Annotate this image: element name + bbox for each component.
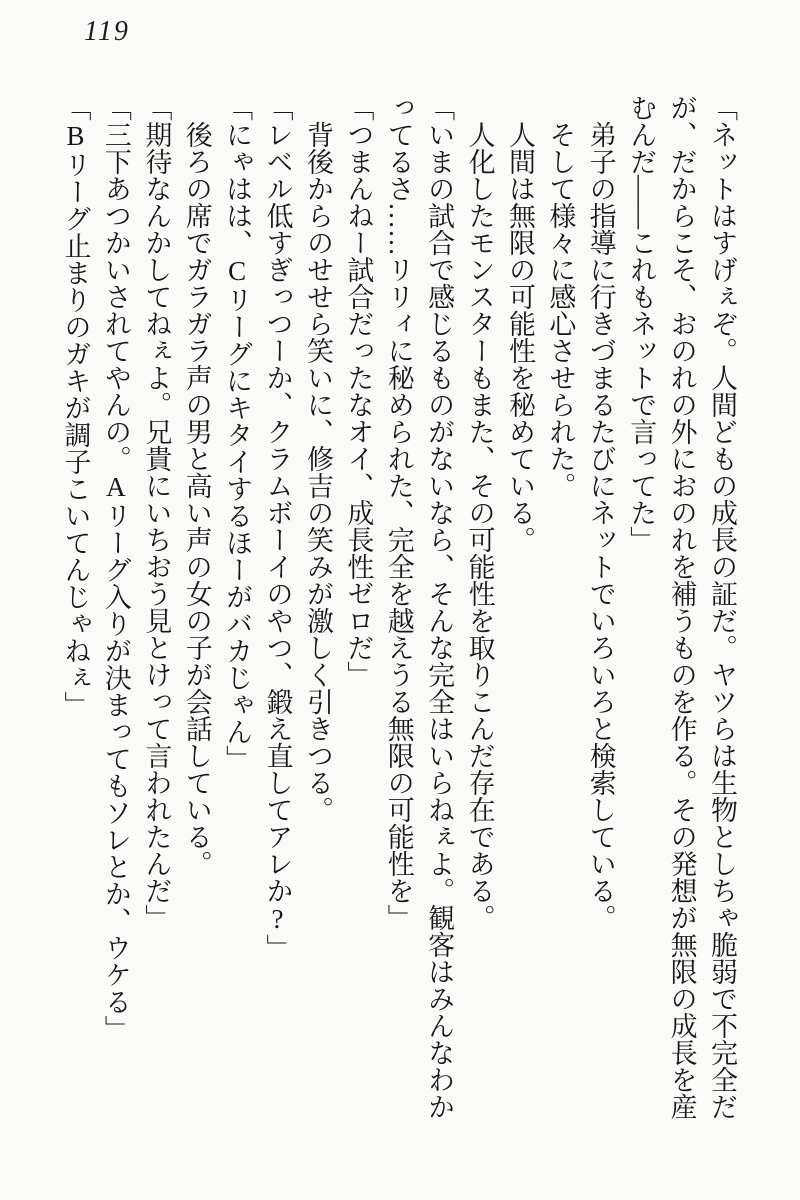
paragraph-narration-sneer: 背後からのせせら笑いに、修吉の笑みが激しく引きつる。 (302, 121, 333, 823)
paragraph-narration-impressed: そして様々に感心させられた。 (545, 121, 576, 499)
paragraph-narration-potential: 人間は無限の可能性を秘めている。 (504, 121, 535, 553)
upright-char: A (100, 472, 131, 502)
paragraph-dialogue-match: 「いまの試合で感じるものがないなら、そんな完全はいらねぇよ。観客はみんなわかってるさ……リリィに秘められた、完全を越えうる無限の可能性を」 (383, 94, 455, 1120)
paragraph-narration-monster: 人化したモンスターもまた、その可能性を取りこんだ存在である。 (464, 121, 495, 931)
paragraph-dialogue-expectation: 「期待なんかしてねぇよ。兄貴にいちおう見とけって言われたんだ」 (141, 94, 172, 931)
upright-char: ? (262, 904, 293, 934)
upright-char: C (222, 256, 253, 286)
paragraph-dialogue-cleague: 「にゃはは、Cリーグにキタイするほーがバカじゃん」 (222, 94, 253, 772)
paragraph-dialogue-boring: 「つまんねー試合だったなオイ、成長性ゼロだ」 (343, 94, 374, 688)
page-number: 119 (84, 16, 130, 47)
paragraph-dialogue-aleague: 「三下あつかいされてやんの。Aリーグ入りが決まってもソレとか、ウケる」 (100, 94, 131, 1042)
paragraph-dialogue-lowlevel: 「レベル低すぎっつーか、クラムボーイのやつ、鍛え直してアレか?」 (262, 94, 293, 961)
paragraph-dialogue-bleague: 「Bリーグ止まりのガキが調子こいてんじゃねぇ」 (60, 94, 91, 718)
body-text (54, 94, 742, 1122)
paragraph-narration-seats: 後ろの席でガラガラ声の男と高い声の女の子が会話している。 (181, 121, 212, 877)
paragraph-narration-search: 弟子の指導に行きづまるたびにネットでいろいろと検索している。 (585, 121, 616, 931)
paragraph-dialogue-net: 「ネットはすげぇぞ。人間どもの成長の証だ。ヤツらは生物としちゃ脆弱で不完全だが、だからこそ、おのれの外におのれを補うものを作る。その発想が無限の成長を産むんだ――これもネットで言ってた」 (626, 94, 737, 1120)
upright-char: B (60, 121, 91, 151)
